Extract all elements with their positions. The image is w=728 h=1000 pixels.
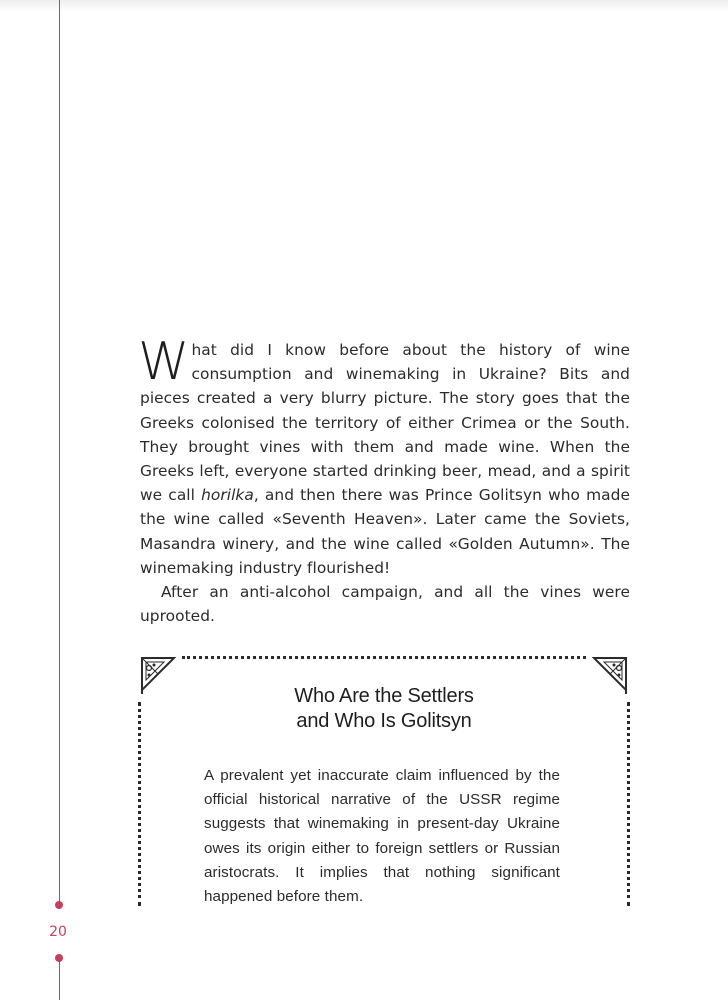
margin-rule-top xyxy=(59,0,61,905)
drop-cap: W xyxy=(138,332,190,392)
paragraph-2: After an anti-alcohol campaign, and all the vines were uprooted. xyxy=(140,583,630,626)
paragraph-1-text-b: , and then there was Prince Golitsyn who made the wine called «Seventh Heaven». Later came the Soviets, Masandra winery, and the wine called «Golden Autumn». The winemaking industry flourished! xyxy=(140,486,630,577)
box-border-top xyxy=(182,656,586,659)
box-title-line-2: and Who Is Golitsyn xyxy=(296,710,472,732)
paragraph-1-emphasis: horilka xyxy=(201,486,254,505)
box-title-line-1: Who Are the Settlers xyxy=(294,685,474,707)
page-number: 20 xyxy=(49,924,67,940)
paragraph-1-text-a: hat did I know before about the history of wine consumption and winemaking in Ukraine? Bits and pieces created a very blurry picture. The story goes that the Greeks colonised the territory of either Crimea or the South. They brought vines with them and made wine. When the Greeks left, everyone started drinking beer, mead, and a spirit we call xyxy=(140,341,630,505)
article-body xyxy=(138,332,630,628)
sidebar-box xyxy=(138,654,630,906)
paragraph-1 xyxy=(138,332,630,580)
margin-rule-bottom xyxy=(59,958,61,1000)
margin-rule-dot-top xyxy=(55,901,63,909)
page-top-shadow xyxy=(0,0,728,12)
box-title xyxy=(138,684,630,734)
box-text: A prevalent yet inaccurate claim influenced by the official historical narrative of the USSR regime suggests that winemaking in present-day Ukraine owes its origin either to foreign settlers or Russian aristocrats. It implies that nothing significant happened before them. xyxy=(204,767,560,906)
